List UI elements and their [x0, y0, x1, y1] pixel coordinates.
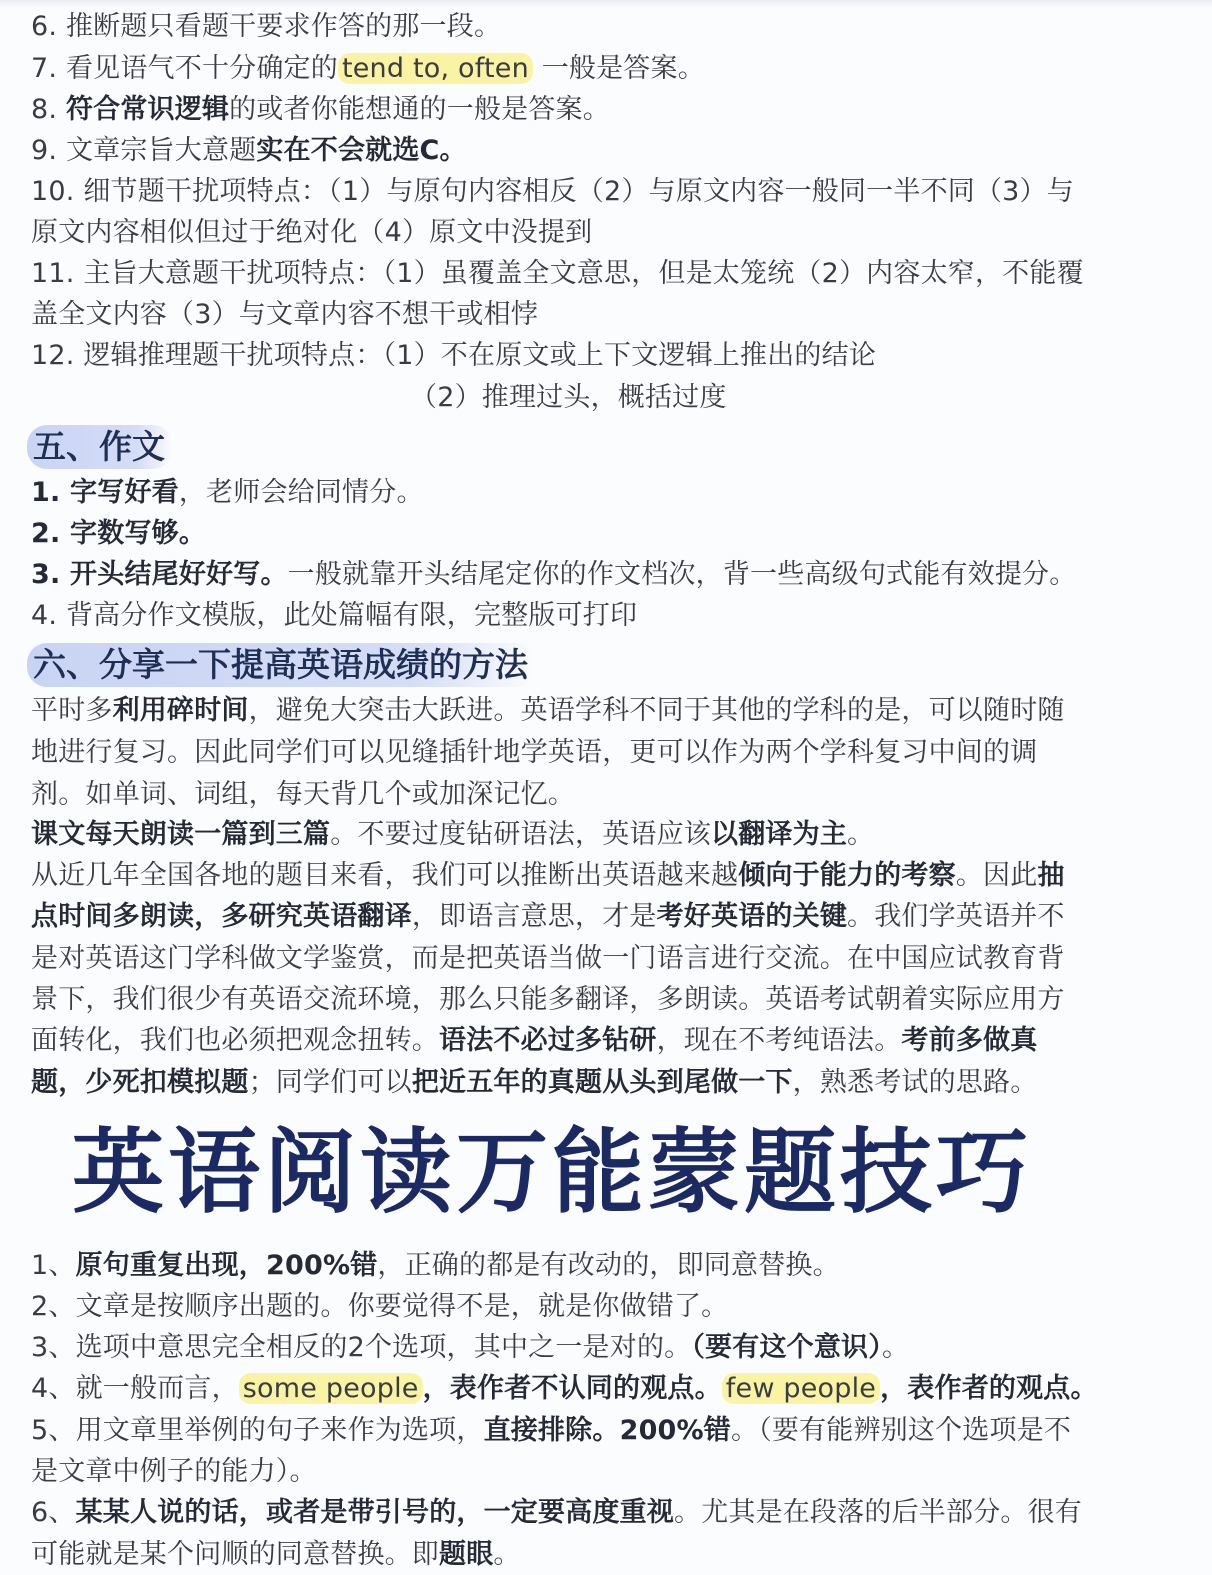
methods-p2: 课文每天朗读一篇到三篇。不要过度钻研语法，英语应该以翻译为主。: [31, 819, 875, 850]
item-10-line1: 10. 细节题干扰项特点：（1）与原句内容相反（2）与原文内容一般同一半不同（3）与: [31, 176, 1074, 207]
reading-tip-5-line2: 是文章中例子的能力）。: [31, 1456, 317, 1487]
section-heading-methods: 六、分享一下提高英语成绩的方法: [27, 643, 536, 687]
methods-p3-line4: 景下，我们很少有英语交流环境，那么只能多翻译，多朗读。英语考试朝着实际应用方: [31, 984, 1065, 1015]
reading-tip-4: 4、就一般而言， some people ，表作者不认同的观点。 few people ，表作者的观点。: [31, 1373, 1098, 1404]
reading-tip-6-line1: 6、某某人说的话，或者是带引号的，一定要高度重视。尤其是在段落的后半部分。很有: [31, 1497, 1082, 1528]
reading-tip-5-line1: 5、用文章里举例的句子来作为选项，直接排除。200%错。（要有能辨别这个选项是不: [31, 1415, 1072, 1446]
item-6: 6. 推断题只看题干要求作答的那一段。: [31, 11, 502, 42]
section-heading-essay: 五、作文: [27, 425, 173, 469]
item-8: 8. 符合常识逻辑的或者你能想通的一般是答案。: [31, 94, 610, 125]
item-12-line1: 12. 逻辑推理题干扰项特点：（1）不在原文或上下文逻辑上推出的结论: [31, 340, 876, 371]
highlight-some-people: some people: [239, 1373, 423, 1404]
methods-p1-line2: 地进行复习。因此同学们可以见缝插针地学英语，更可以作为两个学科复习中间的调: [31, 737, 1038, 768]
methods-p3-line5: 面转化，我们也必须把观念扭转。语法不必过多钻研，现在不考纯语法。考前多做真: [31, 1025, 1038, 1056]
highlight-few-people: few people: [722, 1373, 880, 1404]
essay-tip-4: 4. 背高分作文模版，此处篇幅有限，完整版可打印: [31, 600, 638, 631]
reading-tip-1: 1、原句重复出现，200%错，正确的都是有改动的，即同意替换。: [31, 1250, 840, 1281]
essay-tip-1: 1. 字写好看，老师会给同情分。: [31, 477, 424, 508]
reading-tip-6-line2: 可能就是某个问顺的同意替换。即题眼。: [31, 1539, 521, 1570]
banner-title: 英语阅读万能蒙题技巧: [72, 1119, 1033, 1226]
item-11-line1: 11. 主旨大意题干扰项特点：（1）虽覆盖全文意思，但是太笼统（2）内容太窄，不能覆: [31, 258, 1084, 289]
methods-p1-line1: 平时多利用碎时间，避免大突击大跃进。英语学科不同于其他的学科的是，可以随时随: [31, 695, 1065, 726]
highlight-tend-to-often: tend to, often: [338, 53, 533, 84]
essay-tip-2: 2. 字数写够。: [31, 518, 207, 549]
methods-p3-line6: 题，少死扣模拟题；同学们可以把近五年的真题从头到尾做一下，熟悉考试的思路。: [31, 1067, 1038, 1098]
methods-p3-line1: 从近几年全国各地的题目来看，我们可以推断出英语越来越倾向于能力的考察。因此抽: [31, 860, 1065, 891]
item-11-line2: 盖全文内容（3）与文章内容不想干或相悖: [31, 299, 538, 330]
item-10-line2: 原文内容相似但过于绝对化（4）原文中没提到: [31, 217, 593, 248]
reading-tip-2: 2、文章是按顺序出题的。你要觉得不是，就是你做错了。: [31, 1291, 729, 1322]
methods-p1-line3: 剂。如单词、词组，每天背几个或加深记忆。: [31, 779, 575, 810]
item-9: 9. 文章宗旨大意题实在不会就选C。: [31, 135, 467, 166]
item-7: 7. 看见语气不十分确定的 tend to, often 一般是答案。: [31, 53, 705, 84]
methods-p3-line2: 点时间多朗读，多研究英语翻译，即语言意思，才是考好英语的关键。我们学英语并不: [31, 901, 1065, 932]
item-12-line2: （2）推理过头，概括过度: [410, 382, 727, 413]
reading-tip-3: 3、选项中意思完全相反的2个选项，其中之一是对的。（要有这个意识）。: [31, 1332, 910, 1363]
methods-p3-line3: 是对英语这门学科做文学鉴赏，而是把英语当做一门语言进行交流。在中国应试教育背: [31, 943, 1065, 974]
essay-tip-3: 3. 开头结尾好好写。一般就靠开头结尾定你的作文档次，背一些高级句式能有效提分。: [31, 559, 1077, 590]
